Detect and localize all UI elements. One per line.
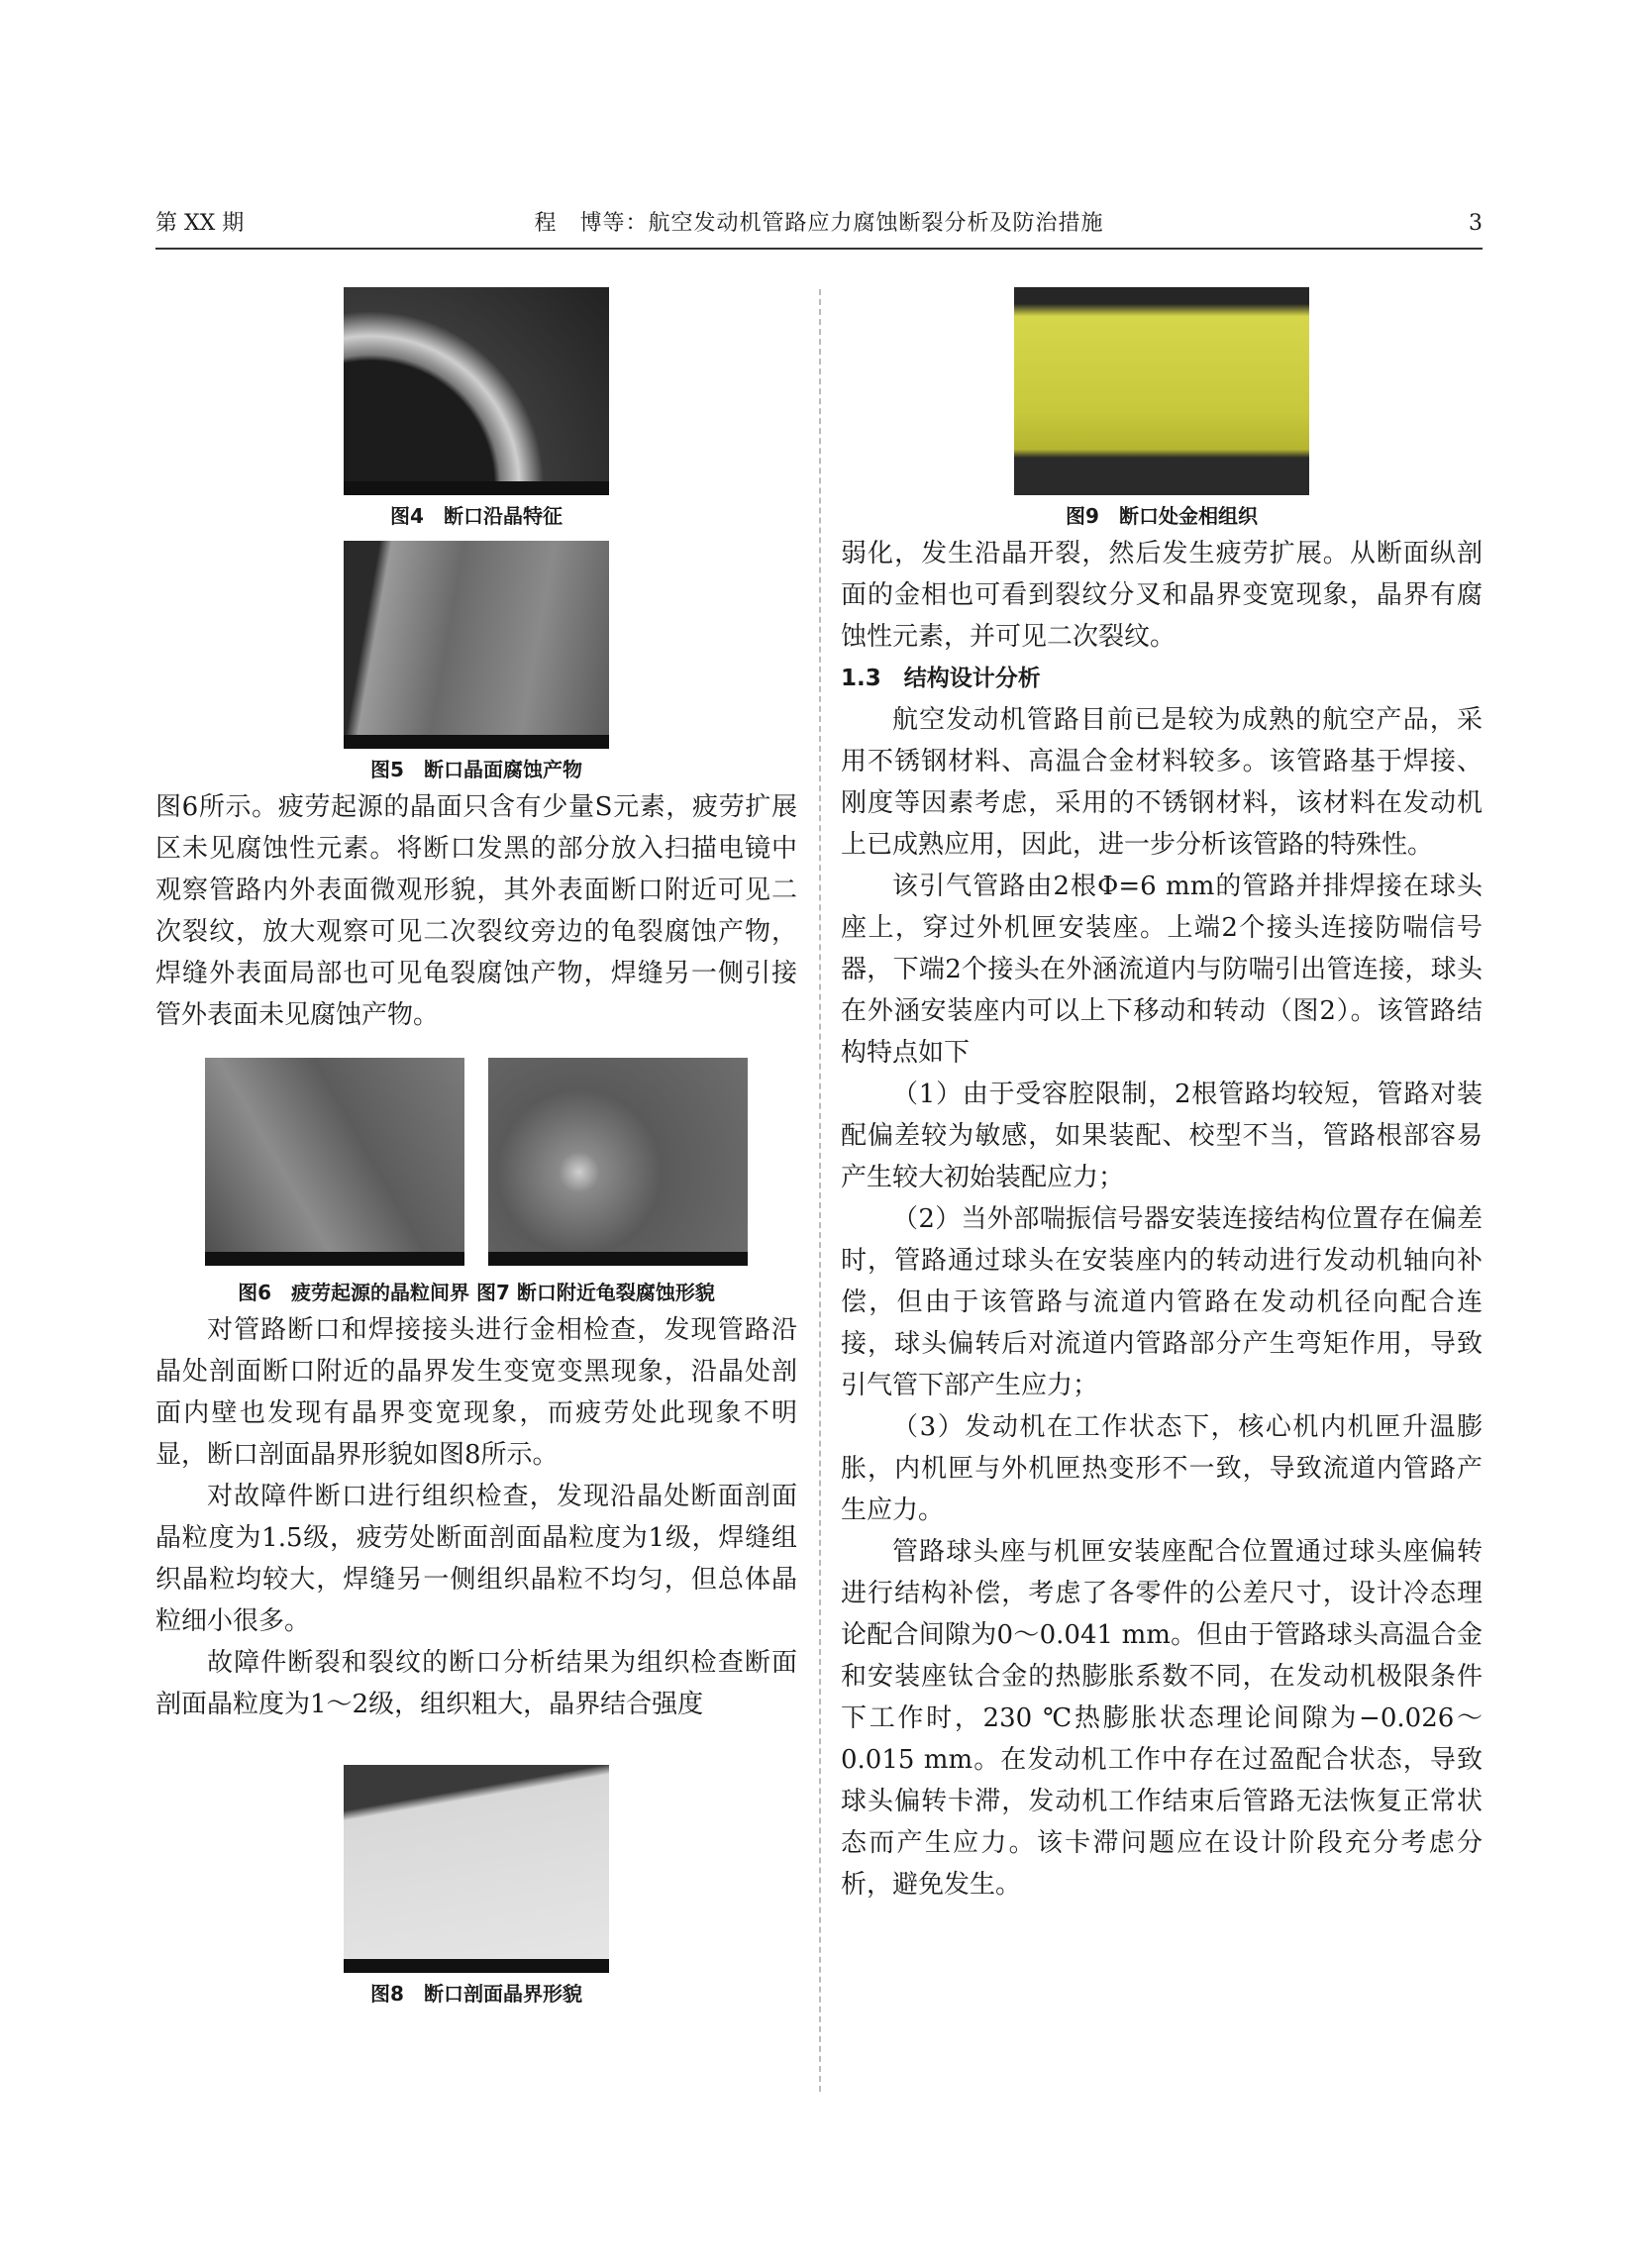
scale-bar: [205, 1252, 464, 1266]
list-item: （1）由于受容腔限制，2根管路均较短，管路对装配偏差较为敏感，如果装配、校型不当，管路根部容易产生较大初始装配应力；: [841, 1080, 1483, 1192]
paragraph: 弱化，发生沿晶开裂，然后发生疲劳扩展。从断面纵剖面的金相也可看到裂纹分叉和晶界变宽现象，晶界有腐蚀性元素，并可见二次裂纹。: [841, 539, 1483, 652]
figure-7-image: [488, 1058, 748, 1266]
paragraph: 图6所示。疲劳起源的晶面只含有少量S元素，疲劳扩展区未见腐蚀性元素。将断口发黑的部分放入扫描电镜中观察管路内外表面微观形貌，其外表面断口附近可见二次裂纹，放大观察可见二次裂纹旁边的龟裂腐蚀产物，焊缝外表面局部也可见龟裂腐蚀产物，焊缝另一侧引接管外表面未见腐蚀产物。: [155, 792, 797, 1030]
figure-5-image: [344, 541, 609, 749]
page-number: 3: [1469, 211, 1483, 236]
figure-8-caption: 图8 断口剖面晶界形貌: [370, 1982, 582, 2006]
paragraph: 对故障件断口进行组织检查，发现沿晶处断面剖面晶粒度为1.5级，疲劳处断面剖面晶粒度为1级，焊缝组织晶粒均较大，焊缝另一侧组织晶粒不均匀，但总体晶粒细小很多。: [155, 1482, 797, 1636]
scale-bar: [344, 735, 609, 749]
list-item: （3）发动机在工作状态下，核心机内机匣升温膨胀，内机匣与外机匣热变形不一致，导致流道内管路产生应力。: [841, 1412, 1483, 1525]
running-header: [155, 204, 1483, 244]
section-heading: 1.3 结构设计分析: [841, 666, 1041, 691]
paragraph: 对管路断口和焊接接头进行金相检查，发现管路沿晶处剖面断口附近的晶界发生变宽变黑现象，沿晶处剖面内壁也发现有晶界变宽现象，而疲劳处此现象不明显，断口剖面晶界形貌如图8所示。: [155, 1315, 797, 1470]
list-item: （2）当外部喘振信号器安装连接结构位置存在偏差时，管路通过球头在安装座内的转动进行发动机轴向补偿，但由于该管路与流道内管路在发动机径向配合连接，球头偏转后对流道内管路部分产生弯矩作用，导致引气管下部产生应力；: [841, 1204, 1483, 1400]
scale-bar: [344, 481, 609, 495]
paragraph: 该引气管路由2根Φ=6 mm的管路并排焊接在球头座上，穿过外机匣安装座。上端2个接头连接防喘信号器，下端2个接头在外涵流道内与防喘引出管连接，球头在外涵安装座内可以上下移动和转动（图2）。该管路结构特点如下: [841, 872, 1483, 1068]
figure-6-image: [205, 1058, 464, 1266]
issue-label: 第 XX 期: [155, 211, 245, 236]
paragraph: 故障件断裂和裂纹的断口分析结果为组织检查断面剖面晶粒度为1～2级，组织粗大，晶界结合强度: [155, 1648, 797, 1719]
figure-9-image: [1014, 287, 1309, 495]
right-column: [841, 287, 1483, 1906]
paragraph: 航空发动机管路目前已是较为成熟的航空产品，采用不锈钢材料、高温合金材料较多。该管路基于焊接、刚度等因素考虑，采用的不锈钢材料，该材料在发动机上已成熟应用，因此，进一步分析该管路的特殊性。: [841, 705, 1483, 860]
column-divider: [819, 289, 821, 2092]
figure-5-caption: 图5 断口晶面腐蚀产物: [370, 758, 582, 781]
figure-6-7-images: [155, 1058, 797, 1266]
scale-bar: [488, 1252, 748, 1266]
header-rule: [155, 248, 1483, 250]
figure-6-7-caption: 图6 疲劳起源的晶粒间界 图7 断口附近龟裂腐蚀形貌: [238, 1281, 715, 1304]
article-title: 程 博等：航空发动机管路应力腐蚀断裂分析及防治措施: [534, 211, 1104, 236]
scale-bar: [344, 1959, 609, 1973]
left-column: [155, 287, 797, 2010]
figure-9-caption: 图9 断口处金相组织: [1066, 504, 1258, 528]
figure-4-image: [344, 287, 609, 495]
figure-4-caption: 图4 断口沿晶特征: [390, 504, 563, 528]
paragraph: 管路球头座与机匣安装座配合位置通过球头座偏转进行结构补偿，考虑了各零件的公差尺寸，设计冷态理论配合间隙为0～0.041 mm。但由于管路球头高温合金和安装座钛合金的热膨胀系数不同，在发动机极限条件下工作时，230 ℃热膨胀状态理论间隙为−0.026～0.015 mm。在发动机工作中存在过盈配合状态，导致球头偏转卡滞，发动机工作结束后管路无法恢复正常状态而产生应力。该卡滞问题应在设计阶段充分考虑分析，避免发生。: [841, 1537, 1483, 1900]
figure-8-image: [344, 1765, 609, 1973]
